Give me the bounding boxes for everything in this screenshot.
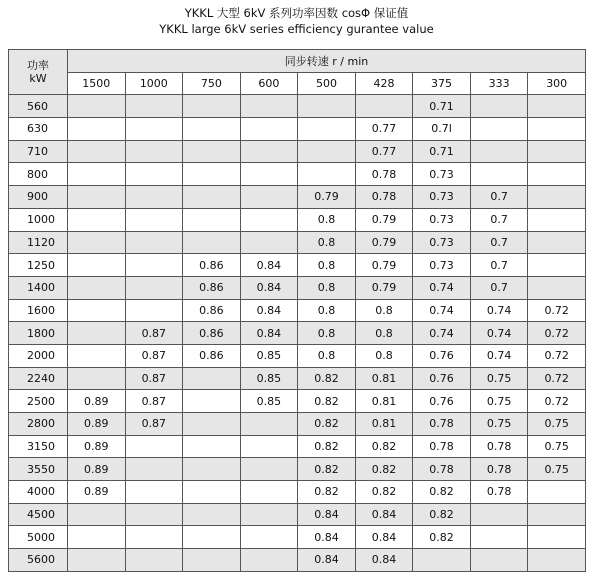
value-cell: [68, 503, 126, 526]
value-cell: [298, 95, 356, 118]
value-cell: 0.82: [355, 435, 413, 458]
power-cell: 3150: [9, 435, 68, 458]
value-cell: 0.81: [355, 367, 413, 390]
value-cell: [68, 367, 126, 390]
value-cell: [183, 118, 241, 141]
value-cell: 0.8: [298, 344, 356, 367]
value-cell: 0.74: [470, 344, 528, 367]
value-cell: 0.82: [298, 435, 356, 458]
value-cell: [183, 231, 241, 254]
power-cell: 4000: [9, 481, 68, 504]
table-row: [9, 299, 586, 322]
value-cell: [528, 208, 586, 231]
value-cell: [528, 549, 586, 572]
value-cell: 0.84: [240, 254, 298, 277]
value-cell: 0.85: [240, 367, 298, 390]
value-cell: 0.86: [183, 254, 241, 277]
value-cell: [68, 322, 126, 345]
value-cell: 0.7: [470, 254, 528, 277]
value-cell: 0.8: [298, 231, 356, 254]
value-cell: [68, 344, 126, 367]
power-cell: 800: [9, 163, 68, 186]
value-cell: 0.75: [470, 390, 528, 413]
value-cell: [68, 526, 126, 549]
value-cell: 0.8: [298, 254, 356, 277]
table-row: [9, 163, 586, 186]
value-cell: 0.7: [470, 186, 528, 209]
value-cell: [125, 118, 183, 141]
power-cell: 1120: [9, 231, 68, 254]
table-row: [9, 322, 586, 345]
value-cell: 0.84: [355, 503, 413, 526]
power-cell: 3550: [9, 458, 68, 481]
value-cell: 0.79: [355, 254, 413, 277]
table-row: [9, 549, 586, 572]
speed-header-cell: 1000: [125, 72, 183, 95]
value-cell: [470, 95, 528, 118]
value-cell: 0.8: [298, 276, 356, 299]
value-cell: [183, 413, 241, 436]
value-cell: 0.78: [413, 435, 471, 458]
value-cell: 0.7: [470, 208, 528, 231]
value-cell: 0.74: [413, 276, 471, 299]
value-cell: 0.87: [125, 344, 183, 367]
value-cell: 0.73: [413, 254, 471, 277]
value-cell: [528, 481, 586, 504]
power-cell: 1800: [9, 322, 68, 345]
value-cell: [125, 163, 183, 186]
value-cell: [125, 503, 183, 526]
value-cell: 0.78: [413, 413, 471, 436]
value-cell: [240, 549, 298, 572]
value-cell: 0.8: [298, 322, 356, 345]
speed-header-row: [9, 72, 586, 95]
speed-header-cell: 600: [240, 72, 298, 95]
power-cell: 2800: [9, 413, 68, 436]
value-cell: 0.87: [125, 413, 183, 436]
value-cell: [240, 186, 298, 209]
value-cell: 0.89: [68, 458, 126, 481]
value-cell: [125, 208, 183, 231]
value-cell: 0.82: [298, 481, 356, 504]
power-cell: 630: [9, 118, 68, 141]
value-cell: 0.79: [355, 208, 413, 231]
value-cell: 0.74: [470, 299, 528, 322]
value-cell: [470, 526, 528, 549]
value-cell: [240, 208, 298, 231]
power-factor-table: [8, 49, 586, 572]
value-cell: 0.82: [413, 526, 471, 549]
value-cell: 0.76: [413, 344, 471, 367]
table-row: [9, 481, 586, 504]
title-line-english: YKKL large 6kV series efficiency gurantee value: [159, 22, 434, 36]
value-cell: [125, 276, 183, 299]
power-cell: 1600: [9, 299, 68, 322]
speed-header-cell: 1500: [68, 72, 126, 95]
table-row: [9, 118, 586, 141]
value-cell: [528, 95, 586, 118]
value-cell: [125, 140, 183, 163]
power-cell: 2240: [9, 367, 68, 390]
value-cell: [183, 140, 241, 163]
value-cell: [528, 186, 586, 209]
table-row: [9, 390, 586, 413]
table-row: [9, 526, 586, 549]
value-cell: [470, 118, 528, 141]
table-row: [9, 413, 586, 436]
value-cell: 0.84: [355, 526, 413, 549]
value-cell: [68, 95, 126, 118]
value-cell: [240, 95, 298, 118]
value-cell: [68, 549, 126, 572]
value-cell: [68, 254, 126, 277]
value-cell: 0.78: [470, 458, 528, 481]
speed-header-cell: 333: [470, 72, 528, 95]
table-body: [9, 95, 586, 571]
value-cell: 0.73: [413, 208, 471, 231]
value-cell: 0.78: [355, 163, 413, 186]
value-cell: 0.89: [68, 481, 126, 504]
table-row: [9, 458, 586, 481]
value-cell: 0.84: [298, 503, 356, 526]
value-cell: 0.82: [413, 481, 471, 504]
value-cell: 0.75: [470, 367, 528, 390]
value-cell: [125, 458, 183, 481]
value-cell: [470, 503, 528, 526]
value-cell: [470, 549, 528, 572]
value-cell: 0.74: [470, 322, 528, 345]
value-cell: [68, 299, 126, 322]
value-cell: 0.77: [355, 118, 413, 141]
value-cell: 0.86: [183, 299, 241, 322]
value-cell: [183, 186, 241, 209]
table-row: [9, 95, 586, 118]
value-cell: 0.8: [355, 322, 413, 345]
value-cell: 0.72: [528, 344, 586, 367]
value-cell: 0.8: [298, 299, 356, 322]
value-cell: 0.78: [355, 186, 413, 209]
value-cell: 0.74: [413, 299, 471, 322]
value-cell: [125, 231, 183, 254]
value-cell: [183, 435, 241, 458]
value-cell: [528, 231, 586, 254]
table-row: [9, 276, 586, 299]
value-cell: 0.71: [413, 140, 471, 163]
value-cell: 0.82: [355, 458, 413, 481]
value-cell: [183, 367, 241, 390]
speed-header-cell: 300: [528, 72, 586, 95]
value-cell: 0.72: [528, 390, 586, 413]
value-cell: [68, 118, 126, 141]
value-cell: [470, 163, 528, 186]
value-cell: [183, 208, 241, 231]
table-row: [9, 254, 586, 277]
value-cell: [528, 140, 586, 163]
value-cell: [355, 95, 413, 118]
power-cell: 560: [9, 95, 68, 118]
value-cell: 0.74: [413, 322, 471, 345]
value-cell: 0.75: [528, 458, 586, 481]
power-cell: 1400: [9, 276, 68, 299]
value-cell: [183, 481, 241, 504]
value-cell: 0.86: [183, 276, 241, 299]
value-cell: [528, 526, 586, 549]
value-cell: 0.85: [240, 390, 298, 413]
value-cell: 0.89: [68, 435, 126, 458]
speed-header-cell: 750: [183, 72, 241, 95]
power-header-label: 功率: [27, 59, 49, 73]
value-cell: 0.73: [413, 163, 471, 186]
value-cell: [240, 481, 298, 504]
value-cell: 0.86: [183, 344, 241, 367]
value-cell: [183, 503, 241, 526]
value-cell: 0.78: [470, 481, 528, 504]
table-row: [9, 503, 586, 526]
value-cell: 0.7: [470, 276, 528, 299]
value-cell: [125, 186, 183, 209]
speed-header-cell: 428: [355, 72, 413, 95]
value-cell: [125, 299, 183, 322]
power-cell: 4500: [9, 503, 68, 526]
value-cell: [240, 231, 298, 254]
value-cell: [470, 140, 528, 163]
value-cell: 0.72: [528, 299, 586, 322]
value-cell: 0.85: [240, 344, 298, 367]
value-cell: 0.8: [298, 208, 356, 231]
value-cell: 0.82: [298, 390, 356, 413]
value-cell: 0.73: [413, 231, 471, 254]
table-row: [9, 231, 586, 254]
value-cell: 0.82: [413, 503, 471, 526]
value-cell: [183, 549, 241, 572]
value-cell: [240, 140, 298, 163]
value-cell: 0.89: [68, 390, 126, 413]
value-cell: [413, 549, 471, 572]
value-cell: [528, 254, 586, 277]
value-cell: 0.76: [413, 390, 471, 413]
value-cell: [68, 231, 126, 254]
value-cell: 0.79: [298, 186, 356, 209]
value-cell: 0.84: [355, 549, 413, 572]
value-cell: 0.8: [355, 299, 413, 322]
value-cell: [298, 118, 356, 141]
power-cell: 1250: [9, 254, 68, 277]
value-cell: 0.87: [125, 322, 183, 345]
value-cell: [298, 140, 356, 163]
value-cell: [183, 95, 241, 118]
value-cell: 0.86: [183, 322, 241, 345]
value-cell: 0.79: [355, 276, 413, 299]
value-cell: 0.7: [470, 231, 528, 254]
value-cell: 0.7l: [413, 118, 471, 141]
power-cell: 2500: [9, 390, 68, 413]
value-cell: 0.73: [413, 186, 471, 209]
power-cell: 5000: [9, 526, 68, 549]
value-cell: 0.84: [240, 299, 298, 322]
value-cell: [240, 458, 298, 481]
value-cell: 0.78: [470, 435, 528, 458]
value-cell: 0.81: [355, 413, 413, 436]
title-line-chinese: YKKL 大型 6kV 系列功率因数 cosΦ 保证值: [184, 6, 409, 20]
value-cell: 0.82: [298, 367, 356, 390]
value-cell: [528, 118, 586, 141]
value-cell: 0.72: [528, 322, 586, 345]
value-cell: 0.8: [355, 344, 413, 367]
power-cell: 2000: [9, 344, 68, 367]
power-cell: 900: [9, 186, 68, 209]
value-cell: 0.77: [355, 140, 413, 163]
value-cell: [240, 413, 298, 436]
value-cell: [240, 503, 298, 526]
table-row: [9, 344, 586, 367]
value-cell: [528, 163, 586, 186]
value-cell: 0.87: [125, 390, 183, 413]
value-cell: [240, 118, 298, 141]
value-cell: [183, 458, 241, 481]
table-row: [9, 367, 586, 390]
value-cell: [125, 435, 183, 458]
power-cell: 1000: [9, 208, 68, 231]
value-cell: 0.84: [298, 526, 356, 549]
table-row: [9, 208, 586, 231]
value-cell: [183, 526, 241, 549]
value-cell: [240, 526, 298, 549]
value-cell: 0.84: [240, 322, 298, 345]
power-cell: 5600: [9, 549, 68, 572]
value-cell: 0.82: [298, 413, 356, 436]
value-cell: [125, 95, 183, 118]
speed-group-header: 同步转速 r / min: [68, 50, 586, 73]
value-cell: [125, 549, 183, 572]
value-cell: 0.89: [68, 413, 126, 436]
value-cell: 0.76: [413, 367, 471, 390]
value-cell: 0.81: [355, 390, 413, 413]
value-cell: 0.82: [298, 458, 356, 481]
value-cell: [125, 481, 183, 504]
value-cell: [68, 208, 126, 231]
value-cell: [240, 435, 298, 458]
power-cell: 710: [9, 140, 68, 163]
value-cell: 0.71: [413, 95, 471, 118]
value-cell: 0.75: [528, 413, 586, 436]
power-column-header: [9, 50, 68, 95]
value-cell: 0.75: [528, 435, 586, 458]
value-cell: [68, 163, 126, 186]
value-cell: [68, 186, 126, 209]
table-row: [9, 186, 586, 209]
value-cell: [68, 276, 126, 299]
speed-header-cell: 375: [413, 72, 471, 95]
value-cell: [298, 163, 356, 186]
value-cell: 0.84: [298, 549, 356, 572]
speed-header-cell: 500: [298, 72, 356, 95]
value-cell: 0.78: [413, 458, 471, 481]
value-cell: [183, 390, 241, 413]
value-cell: [125, 254, 183, 277]
value-cell: 0.82: [355, 481, 413, 504]
value-cell: [528, 503, 586, 526]
value-cell: [68, 140, 126, 163]
table-row: [9, 435, 586, 458]
value-cell: [125, 526, 183, 549]
value-cell: 0.87: [125, 367, 183, 390]
value-cell: 0.75: [470, 413, 528, 436]
value-cell: 0.84: [240, 276, 298, 299]
value-cell: 0.79: [355, 231, 413, 254]
value-cell: [183, 163, 241, 186]
value-cell: [240, 163, 298, 186]
table-row: [9, 140, 586, 163]
page-title: [0, 0, 593, 36]
power-unit-label: kW: [29, 72, 47, 86]
value-cell: 0.72: [528, 367, 586, 390]
value-cell: [528, 276, 586, 299]
